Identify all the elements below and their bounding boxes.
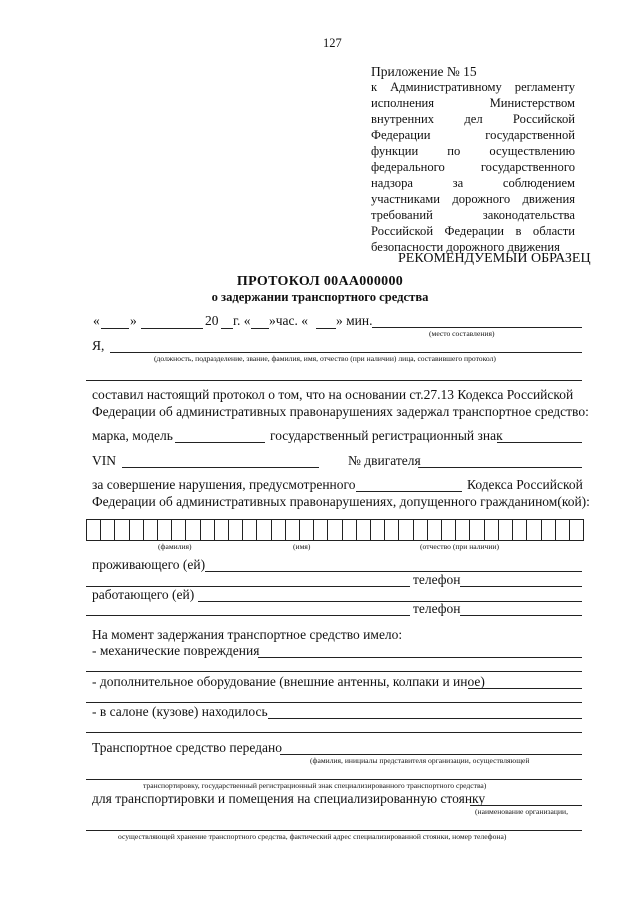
officer-field[interactable] (110, 352, 582, 353)
appendix-line: внутренних дел Российской (371, 112, 575, 126)
hours-field[interactable] (251, 328, 269, 329)
residing-phone-field[interactable] (460, 586, 582, 587)
appendix-line: федерального государственного (371, 160, 575, 174)
cabin-field-2[interactable] (86, 732, 582, 733)
engine-label: № двигателя (348, 453, 421, 468)
appendix-line: Федерации государственной (371, 128, 575, 142)
damage-label: - механические повреждения (92, 643, 260, 658)
working-label: работающего (ей) (92, 587, 195, 602)
cabin-field[interactable] (268, 718, 582, 719)
statement-line-2: Федерации об административных правонарушениях задержал транспортное средство: (92, 404, 589, 419)
appendix-line: к Административному регламенту (371, 80, 575, 94)
appendix-line: участниками дорожного движения (371, 192, 575, 206)
damage-field-2[interactable] (86, 671, 582, 672)
minutes-label: » мин. (336, 313, 373, 328)
name-caption: (имя) (293, 542, 311, 551)
day-field[interactable] (101, 328, 129, 329)
working-phone-label: телефон (413, 601, 461, 616)
handed-caption-2: транспортировку, государственный регистрационный знак специализированного транспортного средства) (143, 781, 487, 790)
surname-caption: (фамилия) (158, 542, 192, 551)
handed-caption-1: (фамилия, инициалы представителя организации, осуществляющей (310, 756, 530, 765)
statement-line-1: составил настоящий протокол о том, что на основании ст.27.13 Кодекса Российской (92, 387, 574, 402)
appendix-line: функции по осуществлению (371, 144, 575, 158)
transport-field[interactable] (470, 805, 582, 806)
month-field[interactable] (141, 328, 203, 329)
violation-code-label: Кодекса Российской (467, 477, 583, 492)
brand-field[interactable] (175, 442, 265, 443)
working-phone-field[interactable] (460, 615, 582, 616)
working-field[interactable] (198, 601, 582, 602)
sample-label: РЕКОМЕНДУЕМЫЙ ОБРАЗЕЦ (398, 251, 591, 266)
reg-label: государственный регистрационный знак (270, 428, 503, 443)
cabin-label: - в салоне (кузове) находилось (92, 704, 268, 719)
vin-field[interactable] (122, 467, 319, 468)
residing-phone-label: телефон (413, 572, 461, 587)
appendix-title: Приложение № 15 (371, 64, 477, 79)
patronymic-caption: (отчество (при наличии) (420, 542, 500, 551)
org-caption-1: (наименование организации, (475, 807, 568, 816)
handed-field-2[interactable] (86, 779, 582, 780)
handed-field[interactable] (280, 754, 582, 755)
place-field[interactable] (372, 327, 582, 328)
date-close: » (130, 313, 137, 328)
protocol-title: ПРОТОКОЛ 00АА000000 (236, 274, 404, 289)
vin-label: VIN (92, 453, 116, 468)
appendix-line: безопасности дорожного движения (371, 240, 560, 254)
residing-field[interactable] (205, 571, 582, 572)
violation-line-2: Федерации об административных правонарушениях, допущенного гражданином(кой): (92, 494, 590, 509)
equipment-field[interactable] (468, 688, 582, 689)
org-caption-2: осуществляющей хранение транспортного средства, фактический адрес специализированной стоянки, номер телефона) (118, 832, 507, 841)
place-caption: (место составления) (429, 329, 495, 338)
citizen-name-boxes[interactable] (86, 519, 584, 541)
transport-label: для транспортировки и помещения на специализированную стоянку (92, 791, 486, 806)
protocol-subtitle: о задержании транспортного средства (211, 290, 429, 304)
damage-field[interactable] (258, 657, 582, 658)
year-label: г. « (233, 313, 251, 328)
hours-label: »час. « (269, 313, 309, 328)
brand-label: марка, модель (92, 428, 173, 443)
appendix-line: требований законодательства (371, 208, 575, 222)
ya-label: Я, (92, 338, 105, 353)
org-field[interactable] (86, 830, 582, 831)
equipment-label: - дополнительное оборудование (внешние антенны, колпаки и иное) (92, 674, 485, 689)
appendix-line: Российской Федерации в области (371, 224, 575, 238)
appendix-line: исполнения Министерством (371, 96, 575, 110)
residing-label: проживающего (ей) (92, 557, 206, 572)
reg-field[interactable] (497, 442, 582, 443)
working-field-2[interactable] (86, 615, 410, 616)
date-open: « (93, 313, 100, 328)
officer-field-2[interactable] (86, 380, 582, 381)
handed-label: Транспортное средство передано (92, 740, 282, 755)
page-number: 127 (323, 36, 342, 50)
appendix-line: надзора за соблюдением (371, 176, 575, 190)
article-field[interactable] (356, 491, 462, 492)
engine-field[interactable] (418, 467, 582, 468)
year-prefix: 20 (205, 313, 219, 328)
moment-label: На момент задержания транспортное средство имело: (92, 627, 403, 642)
officer-caption: (должность, подразделение, звание, фамилия, имя, отчество (при наличии) лица, составившего протокол) (154, 354, 496, 363)
minutes-field[interactable] (316, 328, 336, 329)
equipment-field-2[interactable] (86, 702, 582, 703)
year-field[interactable] (221, 328, 233, 329)
violation-label: за совершение нарушения, предусмотренного (92, 477, 356, 492)
